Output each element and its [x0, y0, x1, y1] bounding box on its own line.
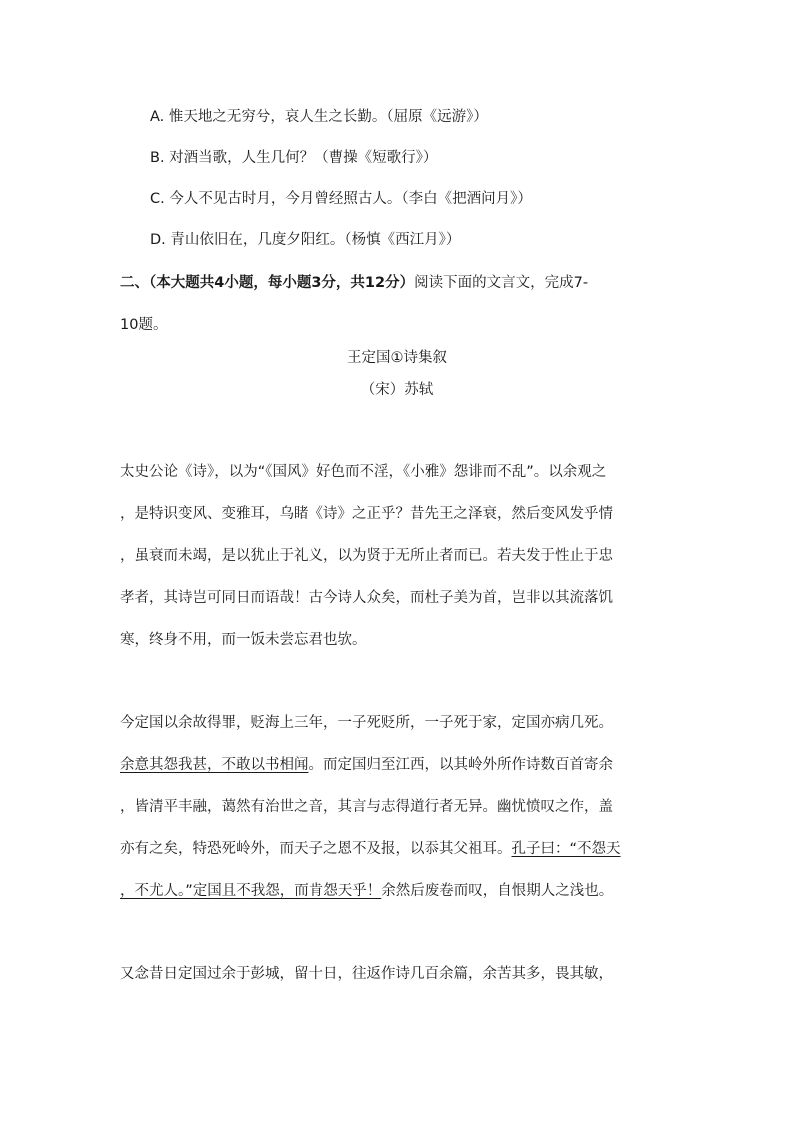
underlined-sentence-1: 余意其怨我甚，不敢以书相闻 [120, 757, 309, 773]
section-instruction-bold: （本大题共4小题，每小题3分，共12分） [149, 275, 415, 291]
option-d: D. 青山依旧在，几度夕阳红。（杨慎《西江月》） [150, 232, 461, 248]
p2-line-4-text: 亦有之矣，特恐死岭外，而天子之恩不及报，以忝其父祖耳。 [120, 841, 512, 857]
p1-line-3: ，虽衰而未竭，是以犹止于礼义，以为贤于无所止者而已。若夫发于性止于忠 [120, 548, 613, 564]
p3-line-1: 又念昔日定国过余于彭城，留十日，往返作诗几百余篇，余苦其多，畏其敏， [120, 966, 613, 982]
p2-line-5-rest: 余然后废卷而叹，自恨期人之浅也。 [381, 883, 614, 899]
underlined-sentence-2a: 孔子曰：“不怨天 [511, 841, 621, 857]
p1-line-5: 寒，终身不用，而一饭未尝忘君也欤。 [120, 632, 367, 648]
section-heading-cont: 10题。 [120, 317, 168, 333]
p2-line-2 [120, 755, 613, 775]
underlined-sentence-2b: ，不尤人。”定国且不我怨，而肯怨天乎！ [120, 883, 382, 899]
option-b: B. 对酒当歌，人生几何？（曹操《短歌行》） [150, 150, 438, 166]
essay-title: 王定国①诗集叙 [347, 350, 447, 366]
option-c: C. 今人不见古时月，今月曾经照古人。（李白《把酒问月》） [150, 191, 532, 207]
p1-line-1: 太史公论《诗》，以为“《国风》好色而不淫，《小雅》怨诽而不乱”。以余观之 [120, 464, 607, 480]
option-a: A. 惟天地之无穷兮，哀人生之长勤。（屈原《远游》） [150, 109, 488, 125]
p2-line-1: 今定国以余故得罪，贬海上三年，一子死贬所，一子死于家，定国亦病几死。 [120, 715, 613, 731]
section-instruction: 阅读下面的文言文，完成7- [414, 275, 589, 291]
p2-line-5 [120, 881, 613, 901]
section-number: 二、 [120, 275, 149, 291]
p2-line-2-rest: 。而定国归至江西，以其岭外所作诗数百首寄余 [308, 757, 613, 773]
section-heading [120, 273, 588, 293]
p2-line-3: ，皆清平丰融，蔼然有治世之音，其言与志得道行者无异。幽忧愤叹之作，盖 [120, 799, 613, 815]
essay-author: （宋）苏轼 [360, 382, 434, 398]
p1-line-4: 孝者，其诗岂可同日而语哉！古今诗人众矣，而杜子美为首，岂非以其流落饥 [120, 590, 613, 606]
p2-line-4 [120, 839, 621, 859]
p1-line-2: ，是特识变风、变雅耳，乌睹《诗》之正乎？昔先王之泽衰，然后变风发乎情 [120, 506, 613, 522]
